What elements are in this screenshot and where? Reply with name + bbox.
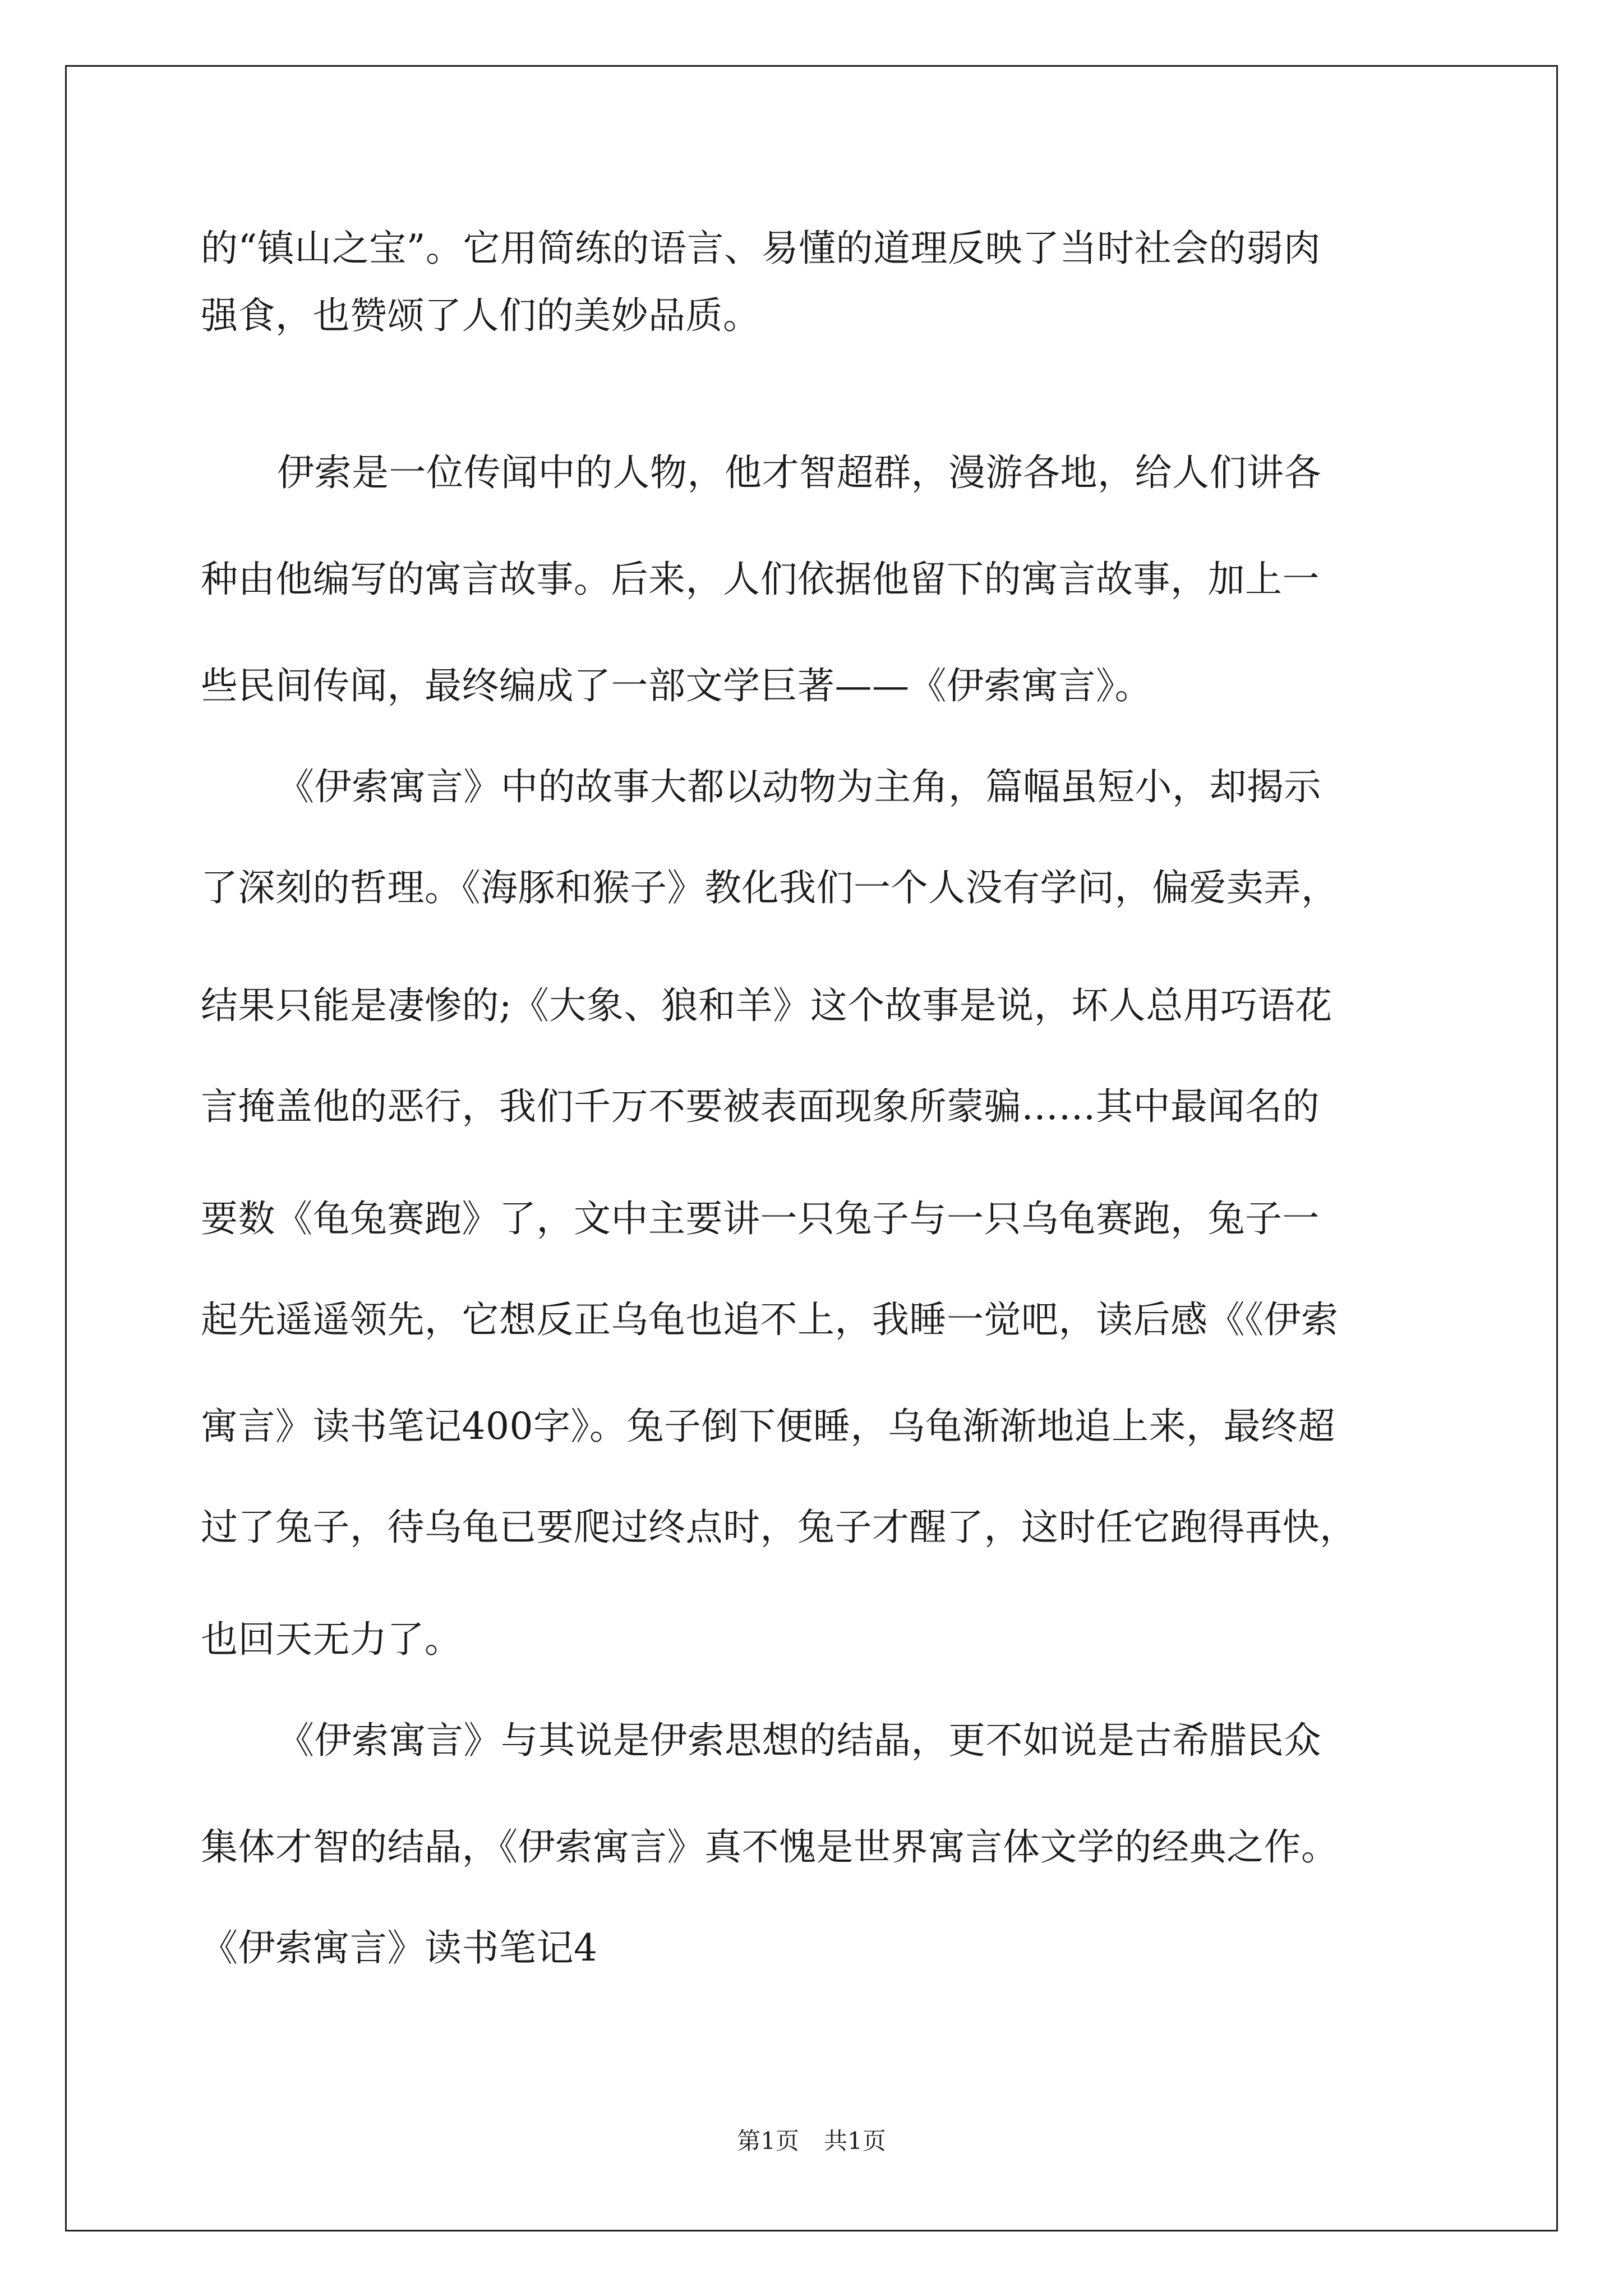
text-line: 《伊索寓言》中的故事大都以动物为主角，篇幅虽短小，却揭示 — [277, 765, 1321, 808]
text-line: 言掩盖他的恶行，我们千万不要被表面现象所蒙骗……其中最闻名的 — [201, 1085, 1320, 1128]
text-line: 集体才智的结晶，《伊索寓言》真不愧是世界寓言体文学的经典之作。 — [201, 1825, 1339, 1869]
text-line: 也回天无力了。 — [201, 1618, 462, 1661]
page-total: 共1页 — [824, 2127, 886, 2155]
text-line: 些民间传闻，最终编成了一部文学巨著——《伊索寓言》。 — [201, 664, 1152, 707]
text-line: 的“镇山之宝”。它用简练的语言、易懂的道理反映了当时社会的弱肉 — [201, 227, 1321, 270]
page-footer — [0, 2129, 1623, 2153]
text-line: 起先遥遥领先，它想反正乌龟也追不上，我睡一觉吧，读后感《《伊索 — [201, 1298, 1339, 1341]
section-heading: 《伊索寓言》读书笔记4 — [201, 1926, 598, 1970]
text-line: 《伊索寓言》与其说是伊索思想的结晶，更不如说是古希腊民众 — [277, 1719, 1321, 1762]
text-line: 种由他编写的寓言故事。后来，人们依据他留下的寓言故事，加上一 — [201, 558, 1320, 601]
page-number: 第1页 — [737, 2127, 799, 2155]
text-line: 过了兔子，待乌龟已要爬过终点时，兔子才醒了，这时任它跑得再快， — [201, 1506, 1357, 1549]
text-line: 强食，也赞颂了人们的美妙品质。 — [201, 294, 760, 337]
text-line: 结果只能是凄惨的;《大象、狼和羊》这个故事是说，坏人总用巧语花 — [201, 984, 1332, 1027]
text-line: 要数《龟兔赛跑》了，文中主要讲一只兔子与一只乌龟赛跑，兔子一 — [201, 1197, 1320, 1240]
text-line: 伊索是一位传闻中的人物，他才智超群，漫游各地，给人们讲各 — [277, 451, 1321, 494]
page-border — [65, 65, 1558, 2231]
text-line: 寓言》读书笔记400字》。兔子倒下便睡，乌龟渐渐地追上来，最终超 — [201, 1405, 1335, 1448]
text-line: 了深刻的哲理。《海豚和猴子》教化我们一个人没有学问，偏爱卖弄， — [201, 866, 1339, 909]
